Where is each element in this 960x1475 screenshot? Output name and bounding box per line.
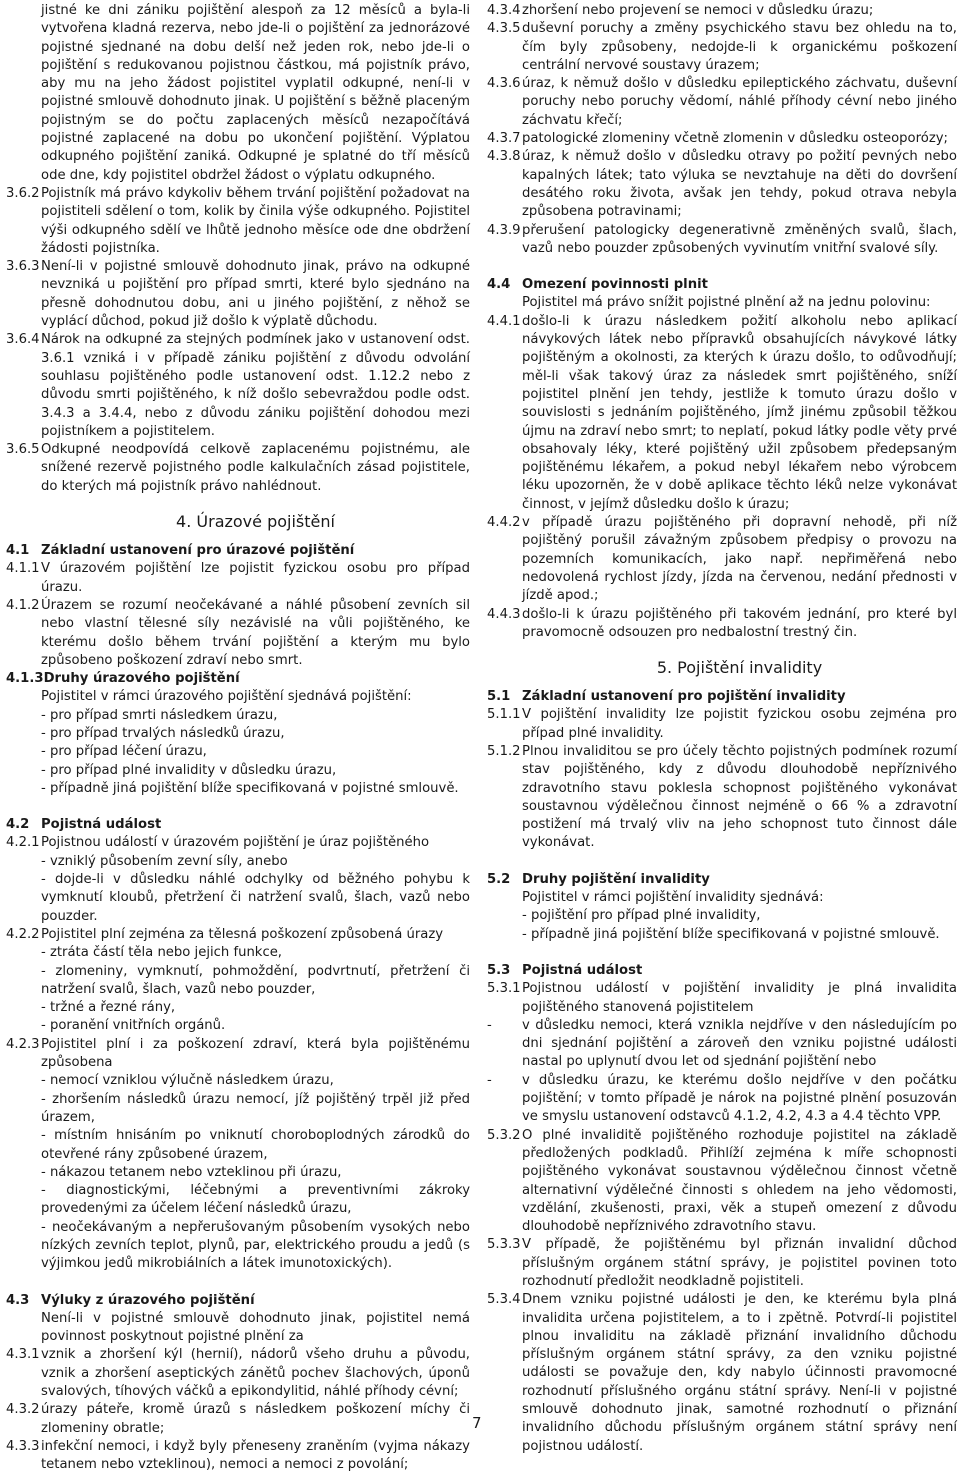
clause-number: [6, 963, 41, 1000]
clause-number: 5.3.1: [487, 981, 521, 997]
clause: [6, 743, 470, 761]
clause-number: [6, 1164, 41, 1182]
clause-number: 4.3.4: [487, 3, 521, 18]
clause: [6, 1127, 470, 1164]
clause-number: 4.2: [6, 817, 30, 833]
clause-text: Dnem vzniku pojistné události je den, ke kterému byla plná invalidita určena pojistitelem, a to i zpětně. Potvrdí-li pojistitel plnou invaliditu na základě přiznání invalidního důchodu příslušným orgánem státní správy, za den vzniku pojistné události se považuje den, kdy nabylo účinnosti pravomocné rozhodnutí příslušného orgánu státní správy. Není-li v pojistné smlouvě dohodnuto jinak, samotné rozhodnutí o přiznání invalidního důchodu příslušným orgánem státní správy není pojistnou událostí.: [522, 1292, 957, 1454]
clause-text: Plnou invaliditou se pro účely těchto pojistných podmínek rozumí stav pojištěného, kdy z důvodu dlouhodobě nepříznivého zdravotního stavu poklesla schopnost pojištěného vykonávat soustavnou výdělečnou činnost nejméně o 66 % a zdravotní postižení má trvalý vliv na jeho schopnost tuto činnost dále vykonávat.: [522, 743, 957, 851]
clause-text: Druhy pojištění invalidity: [522, 871, 710, 887]
clause-number: [6, 688, 41, 706]
clause: [6, 560, 470, 597]
clause-number: 4.3.5: [487, 21, 521, 37]
clause-number: 4.3.9: [487, 222, 521, 238]
clause-text: V případě, že pojištěnému byl přiznán invalidní důchod příslušným orgánem státní správy, je pojistitel povinen toto rozhodnutí předložit neodkladně pojistiteli.: [522, 1237, 957, 1289]
clause: [6, 1036, 470, 1073]
clause: [6, 944, 470, 962]
clause: [487, 294, 957, 312]
right-column: [487, 2, 957, 1456]
clause-text: došlo-li k úrazu následkem požití alkoholu nebo aplikací návykových látek nebo přípravků obsahujících návykové látky pojištěným a okolnosti, za kterých k úrazu došlo, to odůvodňují; měl-li však takový úraz za následek smrt pojištěného, sníží pojistitel plnění jen tehdy, jestliže k tomuto úrazu došlo v souvislosti s jednáním pojištěného, jímž jinému způsobil těžkou újmu na zdraví nebo smrt; to neplatí, pokud látky podle věty prvé obsahovaly léky, které pojištěný užil způsobem předepsaným pojištěnému lékařem, a pokud nebyl lékařem nebo výrobcem léku upozorněn, že v době aplikace těchto léků nelze vykonávat činnost, v jejímž důsledku došlo k úrazu;: [522, 313, 957, 512]
clause-number: [6, 1072, 41, 1090]
clause: [6, 597, 470, 670]
clause-number: 5.2: [487, 871, 511, 887]
clause: [6, 1438, 470, 1475]
clause-number: 3.6.4: [6, 332, 40, 348]
clause-text: - zlomeniny, vymknutí, pohmoždění, podvrtnutí, přetržení či natržení svalů, šlach, vazů nebo pouzder,: [41, 963, 470, 997]
clause-heading: [6, 1292, 470, 1310]
clause: [487, 514, 957, 605]
clause: [6, 1017, 470, 1035]
clause-number: 4.1.3: [6, 671, 44, 687]
clause: [487, 706, 957, 743]
clause: [487, 907, 957, 925]
clause-text: Nárok na odkupné za stejných podmínek jako v ustanovení odst. 3.6.1 vzniká i v případě zániku pojištění z důvodu odvolání souhlasu pojištěného podle ustanovení odst. 1.12.2 nebo z důvodu smrti pojištěného, k níž došlo sebevraždou podle odst. 3.4.3 a 3.4.4, nebo z důvodu zániku pojištění dohodou mezi pojistníkem a pojistitelem.: [41, 332, 470, 439]
clause: [6, 688, 470, 706]
clause-heading: [487, 962, 957, 980]
clause: [6, 1310, 470, 1347]
clause-text: jistné ke dni zániku pojištění alespoň za 12 měsíců a byla-li vytvořena kladná rezerva, nebo jde-li o pojištění za jednorázové pojistné sjednané na dobu delší než jeden rok, nebo jde-li o pojištění s redukovanou pojistnou částkou, má pojistník právo, aby mu na jeho žádost pojistitel vyplatil odkupné, není-li v pojistné smlouvě dohodnuto jinak. U pojištění s běžně placeným pojistným se do počtu zaplacených měsíců nezapočítává pojistné zaplacené na dobu po ukončení pojištění. Výplatou odkupného pojištění zaniká. Odkupné je splatné do tří měsíců ode dne, kdy pojistitel obdržel žádost o výplatu odkupného.: [41, 3, 470, 183]
clause: [487, 1017, 957, 1072]
clause-text: Pojistitel plní i za poškození zdraví, která byla pojištěnému způsobena: [41, 1036, 470, 1071]
clause-number: [487, 926, 522, 944]
clause: [6, 999, 470, 1017]
clause-number: [6, 1091, 41, 1128]
clause-number: 4.3: [6, 1292, 30, 1308]
clause: [487, 1291, 957, 1456]
clause: [487, 1236, 957, 1291]
clause-text: úraz, k němuž došlo v důsledku otravy po požití pevných nebo kapalných látek; tato výluka se nevztahuje na děti do dovršení desátého roku života, avšak jen tehdy, pokud otrava nebyla způsobena potravinami;: [522, 149, 957, 220]
clause-number: [6, 944, 41, 962]
clause: [6, 853, 470, 871]
clause-number: [6, 780, 41, 798]
clause-number: 4.4.1: [487, 313, 521, 329]
clause-text: Pojistná událost: [41, 817, 162, 833]
clause-text: Druhy úrazového pojištění: [43, 671, 240, 687]
clause-text: O plné invaliditě pojištěného rozhoduje pojistitel na základě předložených podkladů. Přihlíží zejména k míře schopnosti pojištěného vykonávat soustavnou výdělečnou činnost včetně alternativní výdělečné činnosti s ohledem na jeho vědomosti, vzdělání, zkušenosti, praxi, věk a stupeň omezení z důvodu dlouhodobě nepříznivého zdravotního stavu.: [522, 1127, 957, 1235]
spacer: [487, 258, 957, 276]
clause-number: [6, 853, 41, 871]
clause: [487, 606, 957, 643]
clause-text: - dojde-li v důsledku náhlé odchylky od běžného pohybu k vymknutí kloubů, přetržení či natržení svalů, šlach, vazů nebo pouzder.: [41, 872, 470, 924]
spacer: [487, 853, 957, 871]
clause-text: Není-li v pojistné smlouvě dohodnuto jinak, pojistitel nemá povinnost poskytnout pojistné plnění za: [41, 1310, 470, 1345]
clause: [487, 980, 957, 1017]
clause-number: [487, 907, 522, 925]
clause-text: v důsledku nemoci, která vznikla nejdříve v den následujícím po dni sjednání pojištění a zároveň den vzniku pojistné události nastal po uplynutí dvou let od sjednání pojištění nebo: [522, 1017, 957, 1070]
clause-number: 4.2.2: [6, 926, 40, 942]
clause-number: [6, 762, 41, 780]
clause-number: 4.3.8: [487, 149, 521, 165]
clause-number: 4.3.3: [6, 1438, 40, 1454]
clause-text: duševní poruchy a změny psychického stavu bez ohledu na to, čím byly způsobeny, nedojde-li k organickému poškození centrální nervové soustavy úrazem;: [522, 21, 957, 73]
clause-number: 5.3.2: [487, 1127, 521, 1143]
clause-text: Pojistnou událostí v pojištění invalidity je plná invalidita pojištěného stanovená pojistitelem: [522, 981, 957, 1015]
clause-text: - případně jiná pojištění blíže specifikovaná v pojistné smlouvě.: [522, 926, 940, 942]
clause-text: - pro případ smrti následkem úrazu,: [41, 707, 278, 723]
clause-text: - poranění vnitřních orgánů.: [41, 1018, 226, 1034]
clause-text: Pojistnou událostí v úrazovém pojištění je úraz pojištěného: [41, 835, 430, 851]
clause-number: 5.3.3: [487, 1237, 521, 1253]
clause: [6, 1091, 470, 1128]
clause-text: - pojištění pro případ plné invalidity,: [522, 908, 761, 924]
clause-number: 4.2.1: [6, 835, 40, 851]
spacer: [6, 1274, 470, 1292]
clause-text: - místním hnisáním po vniknutí choroboplodných zárodků do otevřené rány způsobené úrazem,: [41, 1128, 470, 1162]
clause: [487, 1072, 957, 1127]
clause-heading: [487, 276, 957, 294]
section-heading: 5. Pojištění invalidity: [656, 658, 823, 678]
clause: [487, 889, 957, 907]
clause: [6, 963, 470, 1000]
clause-text: vznik a zhoršení kýl (hernií), nádorů všeho druhu a původu, vznik a zhoršení aseptických zánětů pochev šlachových, úponů svalových, tíhových váčků a epikondylitid, náhlé příhody cévní;: [41, 1347, 470, 1400]
clause-heading: [487, 688, 957, 706]
clause: [487, 926, 957, 944]
clause-text: Pojistná událost: [522, 962, 643, 978]
clause-text: - tržné a řezné rány,: [41, 1000, 176, 1016]
clause: [6, 926, 470, 944]
clause: [487, 743, 957, 853]
clause-text: Pojistitel má právo snížit pojistné plnění až na jednu polovinu:: [522, 295, 931, 311]
clause-number: 5.1.2: [487, 743, 521, 759]
clause-number: 5.3: [487, 962, 511, 978]
clause-number: 4.1.1: [6, 561, 40, 577]
clause: [487, 2, 957, 20]
clause-text: Výluky z úrazového pojištění: [41, 1292, 255, 1308]
clause: [6, 331, 470, 441]
section-heading: 4. Úrazové pojištění: [176, 512, 335, 532]
clause: [6, 258, 470, 331]
clause-number: [487, 294, 522, 312]
clause-number: 4.4.2: [487, 515, 521, 531]
clause-number: 5.3.4: [487, 1292, 521, 1308]
clause-text: Pojistitel v rámci pojištění invalidity sjednává:: [522, 890, 824, 906]
clause-text: V pojištění invalidity lze pojistit fyzickou osobu zejména pro případ plné invalidity.: [522, 707, 957, 741]
clause-number: [6, 2, 41, 185]
clause-number: 4.4.3: [487, 606, 521, 622]
clause-number: [6, 725, 41, 743]
clause-number: [6, 871, 41, 926]
clause-number: 4.3.6: [487, 76, 521, 92]
clause-number: [6, 743, 41, 761]
spacer: [487, 944, 957, 962]
clause-number: -: [487, 1072, 492, 1088]
clause-text: - nemocí vzniklou výlučně následkem úrazu,: [41, 1073, 334, 1089]
clause-heading: [6, 542, 470, 560]
clause-text: - případně jiná pojištění blíže specifikovaná v pojistné smlouvě.: [41, 780, 459, 796]
clause-text: přerušení patologicky degenerativně změněných svalů, šlach, vazů nebo pouzder způsobených vyvinutím vnitřní svalové síly.: [522, 222, 957, 256]
clause-text: Odkupné neodpovídá celkově zaplacenému pojistnému, ale snížené rezervě pojistného podle kalkulačních zásad pojistitele, do kterých má pojistník právo nahlédnout.: [41, 442, 470, 494]
clause: [487, 148, 957, 221]
clause-text: - pro případ plné invalidity v důsledku úrazu,: [41, 762, 337, 778]
clause: [6, 1072, 470, 1090]
clause-number: 4.1.2: [6, 597, 40, 613]
clause: [6, 441, 470, 496]
clause-text: Pojistitel plní zejména za tělesná poškození způsobená úrazy: [41, 926, 444, 942]
clause-text: - pro případ léčení úrazu,: [41, 744, 207, 760]
clause: [6, 1346, 470, 1401]
clause: [487, 313, 957, 514]
clause-number: [6, 1310, 41, 1347]
clause-text: Pojistitel v rámci úrazového pojištění sjednává pojištění:: [41, 689, 412, 705]
clause: [6, 1164, 470, 1182]
clause-number: 4.3.2: [6, 1402, 40, 1418]
clause: [6, 185, 470, 258]
clause-number: 3.6.2: [6, 185, 40, 201]
clause-text: Omezení povinnosti plnit: [522, 277, 708, 293]
clause-text: V úrazovém pojištění lze pojistit fyzickou osobu pro případ úrazu.: [41, 561, 470, 595]
clause-number: [487, 889, 522, 907]
page-number: 7: [472, 1414, 482, 1432]
clause-number: [6, 707, 41, 725]
clause-number: [6, 1127, 41, 1164]
clause-heading: [6, 816, 470, 834]
clause-number: 3.6.3: [6, 259, 40, 275]
clause-text: zhoršení nebo projevení se nemoci v důsledku úrazu;: [522, 3, 874, 18]
clause-text: - pro případ trvalých následků úrazu,: [41, 725, 285, 741]
clause-number: -: [487, 1017, 492, 1033]
left-column: [6, 2, 470, 1475]
clause-heading: [487, 871, 957, 889]
clause-text: Základní ustanovení pro pojištění invalidity: [522, 689, 846, 705]
clause-text: - ztráta částí těla nebo jejich funkce,: [41, 945, 283, 961]
clause-number: 4.3.1: [6, 1347, 40, 1363]
clause-text: Základní ustanovení pro úrazové pojištění: [41, 543, 355, 559]
clause-text: infekční nemoci, i když byly přeneseny zraněním (vyjma nákazy tetanem nebo vzteklinou), nemoci a nemoci z povolání;: [41, 1438, 470, 1473]
clause-number: [6, 1017, 41, 1035]
spacer: [6, 798, 470, 816]
clause: [487, 20, 957, 75]
clause-number: 3.6.5: [6, 442, 40, 458]
clause-number: [6, 1219, 41, 1274]
clause-heading: [6, 670, 470, 688]
clause-text: - neočekávaným a nepřerušovaným působením vysokých nebo nízkých zevních teplot, plynů, par, elektrického proudu a jedů (s výjimkou jedů mikrobiálních a látek imunotoxických).: [41, 1219, 470, 1272]
clause-number: 5.1.1: [487, 707, 521, 723]
clause-text: Není-li v pojistné smlouvě dohodnuto jinak, právo na odkupné nevzniká u pojištění pro případ smrti, které bylo sjednáno na přesně dohodnutou dobu, ani u jiného pojištění, z něhož se vyplácí důchod, pokud již došlo k výplatě důchodu.: [41, 259, 470, 330]
clause: [487, 75, 957, 130]
clause-number: 4.1: [6, 543, 30, 559]
clause-text: Pojistník má právo kdykoliv během trvání pojištění požadovat na pojistiteli sdělení o tom, kolik by činila výše odkupného. Pojistitel výši odkupného sdělí ve lhůtě jednoho měsíce ode dne obdržení žádosti pojistníka.: [41, 185, 470, 256]
clause: [6, 707, 470, 725]
clause-number: 4.4: [487, 277, 511, 293]
clause: [6, 834, 470, 852]
clause-number: 4.3.7: [487, 131, 521, 147]
clause-text: - nákazou tetanem nebo vzteklinou při úrazu,: [41, 1164, 342, 1180]
clause-number: 4.2.3: [6, 1036, 40, 1052]
clause-text: - zhoršením následků úrazu nemocí, jíž pojištěný trpěl již před úrazem,: [41, 1091, 470, 1125]
clause: [6, 1182, 470, 1219]
clause: [6, 1219, 470, 1274]
clause-text: úraz, k němuž došlo v důsledku epileptického záchvatu, duševní poruchy nebo poruchy vědomí, náhlé příhody cévní nebo jiného záchvatu křečí;: [522, 76, 957, 128]
clause: [6, 871, 470, 926]
clause: [6, 762, 470, 780]
clause-text: - vzniklý působením zevní síly, anebo: [41, 853, 288, 869]
clause: [6, 725, 470, 743]
clause-number: [6, 999, 41, 1017]
clause-text: patologické zlomeniny včetně zlomenin v důsledku osteoporózy;: [522, 131, 948, 147]
clause: [487, 222, 957, 259]
clause: [6, 780, 470, 798]
clause: [6, 2, 470, 185]
clause: [487, 130, 957, 148]
clause-number: [6, 1182, 41, 1219]
clause-text: v případě úrazu pojištěného při dopravní nehodě, při níž pojištěný porušil závažným způsobem předpisy o provozu na pozemních komunikacích, jako např. nepřiměřená nebo nedovolená rychlost jízdy, jízda na červenou, nedání přednosti v jízdě apod.;: [522, 515, 957, 604]
clause-text: úrazy páteře, kromě úrazů s následkem poškození míchy či zlomeniny obratle;: [41, 1402, 470, 1436]
clause-text: Úrazem se rozumí neočekávané a náhlé působení zevních sil nebo vlastní tělesné síly nezávislé na vůli pojištěného, ke kterému došlo během trvání pojištění a kterým mu bylo způsobeno poškození zdraví nebo smrt.: [41, 597, 470, 668]
clause-number: 5.1: [487, 689, 511, 705]
clause: [487, 1127, 957, 1237]
clause: [6, 1401, 470, 1438]
clause-text: v důsledku úrazu, ke kterému došlo nejdříve v den počátku pojištění; v tomto případě je nárok na pojistné plnění posuzován ve smyslu ustanovení odstavců 4.1.2, 4.2, 4.3 a 4.4 těchto VPP.: [522, 1072, 957, 1125]
clause-text: došlo-li k úrazu pojištěného při takovém jednání, pro které byl pravomocně odsouzen pro nedbalostní trestný čin.: [522, 606, 957, 640]
clause-text: - diagnostickými, léčebnými a preventivními zákroky provedenými za účelem léčení následků úrazu,: [41, 1183, 470, 1217]
